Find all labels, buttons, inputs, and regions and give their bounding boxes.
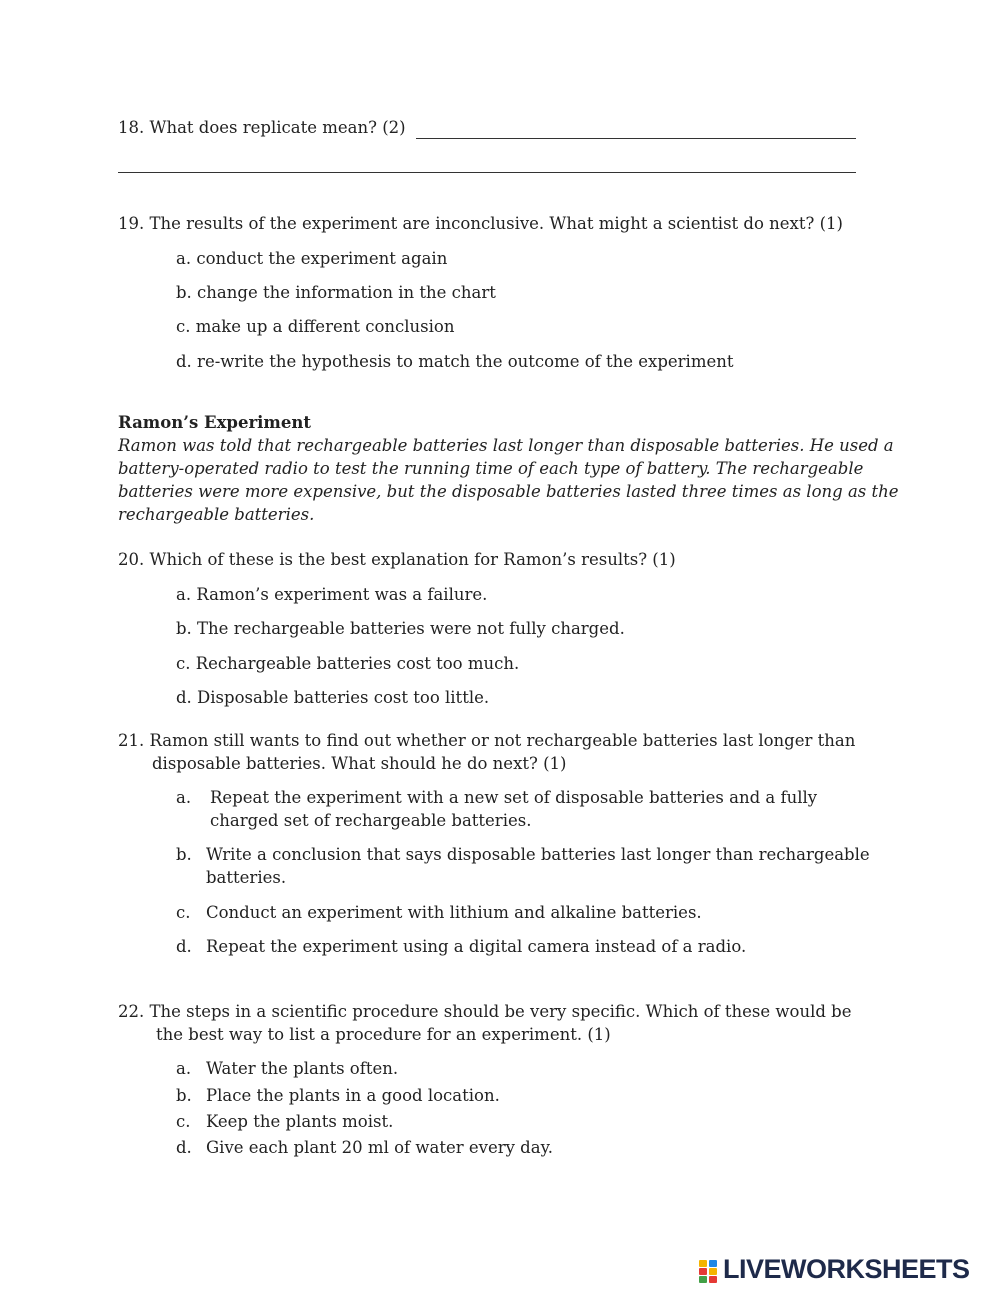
q22-option-c-text[interactable]: Keep the plants moist. [206, 1112, 394, 1131]
passage-line-2: battery-operated radio to test the running time of each type of battery. The rechargeable [118, 459, 864, 478]
q20-option-b[interactable]: b. The rechargeable batteries were not fully charged. [176, 619, 625, 638]
question-21-line-2: disposable batteries. What should he do next? (1) [152, 754, 567, 773]
q22-option-c-letter[interactable]: c. [176, 1112, 191, 1131]
q22-option-b-text[interactable]: Place the plants in a good location. [206, 1086, 500, 1105]
passage-line-4: rechargeable batteries. [118, 505, 315, 524]
q21-option-b-letter[interactable]: b. [176, 845, 192, 864]
q19-option-c[interactable]: c. make up a different conclusion [176, 317, 455, 336]
q21-option-b-line-2[interactable]: batteries. [206, 868, 287, 887]
logo-block [709, 1268, 717, 1275]
question-20: 20. Which of these is the best explanation for Ramon’s results? (1) [118, 550, 676, 569]
q19-option-d[interactable]: d. re-write the hypothesis to match the outcome of the experiment [176, 352, 734, 371]
answer-line-1[interactable] [416, 138, 856, 139]
q22-option-b-letter[interactable]: b. [176, 1086, 192, 1105]
q20-option-c[interactable]: c. Rechargeable batteries cost too much. [176, 654, 520, 673]
question-18: 18. What does replicate mean? (2) [118, 118, 406, 137]
q21-option-b-line-1[interactable]: Write a conclusion that says disposable batteries last longer than rechargeable [206, 845, 870, 864]
q19-option-b[interactable]: b. change the information in the chart [176, 283, 496, 302]
question-22-line-1: 22. The steps in a scientific procedure should be very specific. Which of these would be [118, 1002, 852, 1021]
q21-option-d-letter[interactable]: d. [176, 937, 192, 956]
liveworksheets-logo [697, 1255, 993, 1285]
q21-option-a-letter[interactable]: a. [176, 788, 192, 807]
passage-line-3: batteries were more expensive, but the disposable batteries lasted three times as long as the [118, 482, 899, 501]
logo-block [709, 1260, 717, 1267]
q19-option-a[interactable]: a. conduct the experiment again [176, 249, 448, 268]
question-19: 19. The results of the experiment are inconclusive. What might a scientist do next? (1) [118, 214, 843, 233]
logo-block [709, 1276, 717, 1283]
q21-option-a-line-1[interactable]: Repeat the experiment with a new set of disposable batteries and a fully [210, 788, 818, 807]
q21-option-c-letter[interactable]: c. [176, 903, 191, 922]
logo-text: LIVEWORKSHEETS [723, 1254, 970, 1284]
q22-option-d-text[interactable]: Give each plant 20 ml of water every day. [206, 1138, 553, 1157]
q21-option-d-text[interactable]: Repeat the experiment using a digital camera instead of a radio. [206, 937, 747, 956]
question-21-line-1: 21. Ramon still wants to find out whether or not rechargeable batteries last longer than [118, 731, 856, 750]
q21-option-a-line-2[interactable]: charged set of rechargeable batteries. [210, 811, 532, 830]
passage-line-1: Ramon was told that rechargeable batteries last longer than disposable batteries. He used a [118, 436, 894, 455]
answer-line-2[interactable] [118, 172, 856, 173]
passage-title: Ramon’s Experiment [118, 413, 312, 432]
question-22-line-2: the best way to list a procedure for an experiment. (1) [156, 1025, 611, 1044]
q22-option-a-text[interactable]: Water the plants often. [206, 1059, 399, 1078]
logo-block [699, 1276, 707, 1283]
q20-option-d[interactable]: d. Disposable batteries cost too little. [176, 688, 490, 707]
q21-option-c-text[interactable]: Conduct an experiment with lithium and alkaline batteries. [206, 903, 702, 922]
q22-option-d-letter[interactable]: d. [176, 1138, 192, 1157]
q22-option-a-letter[interactable]: a. [176, 1059, 192, 1078]
q20-option-a[interactable]: a. Ramon’s experiment was a failure. [176, 585, 488, 604]
logo-block [699, 1268, 707, 1275]
logo-block [699, 1260, 707, 1267]
